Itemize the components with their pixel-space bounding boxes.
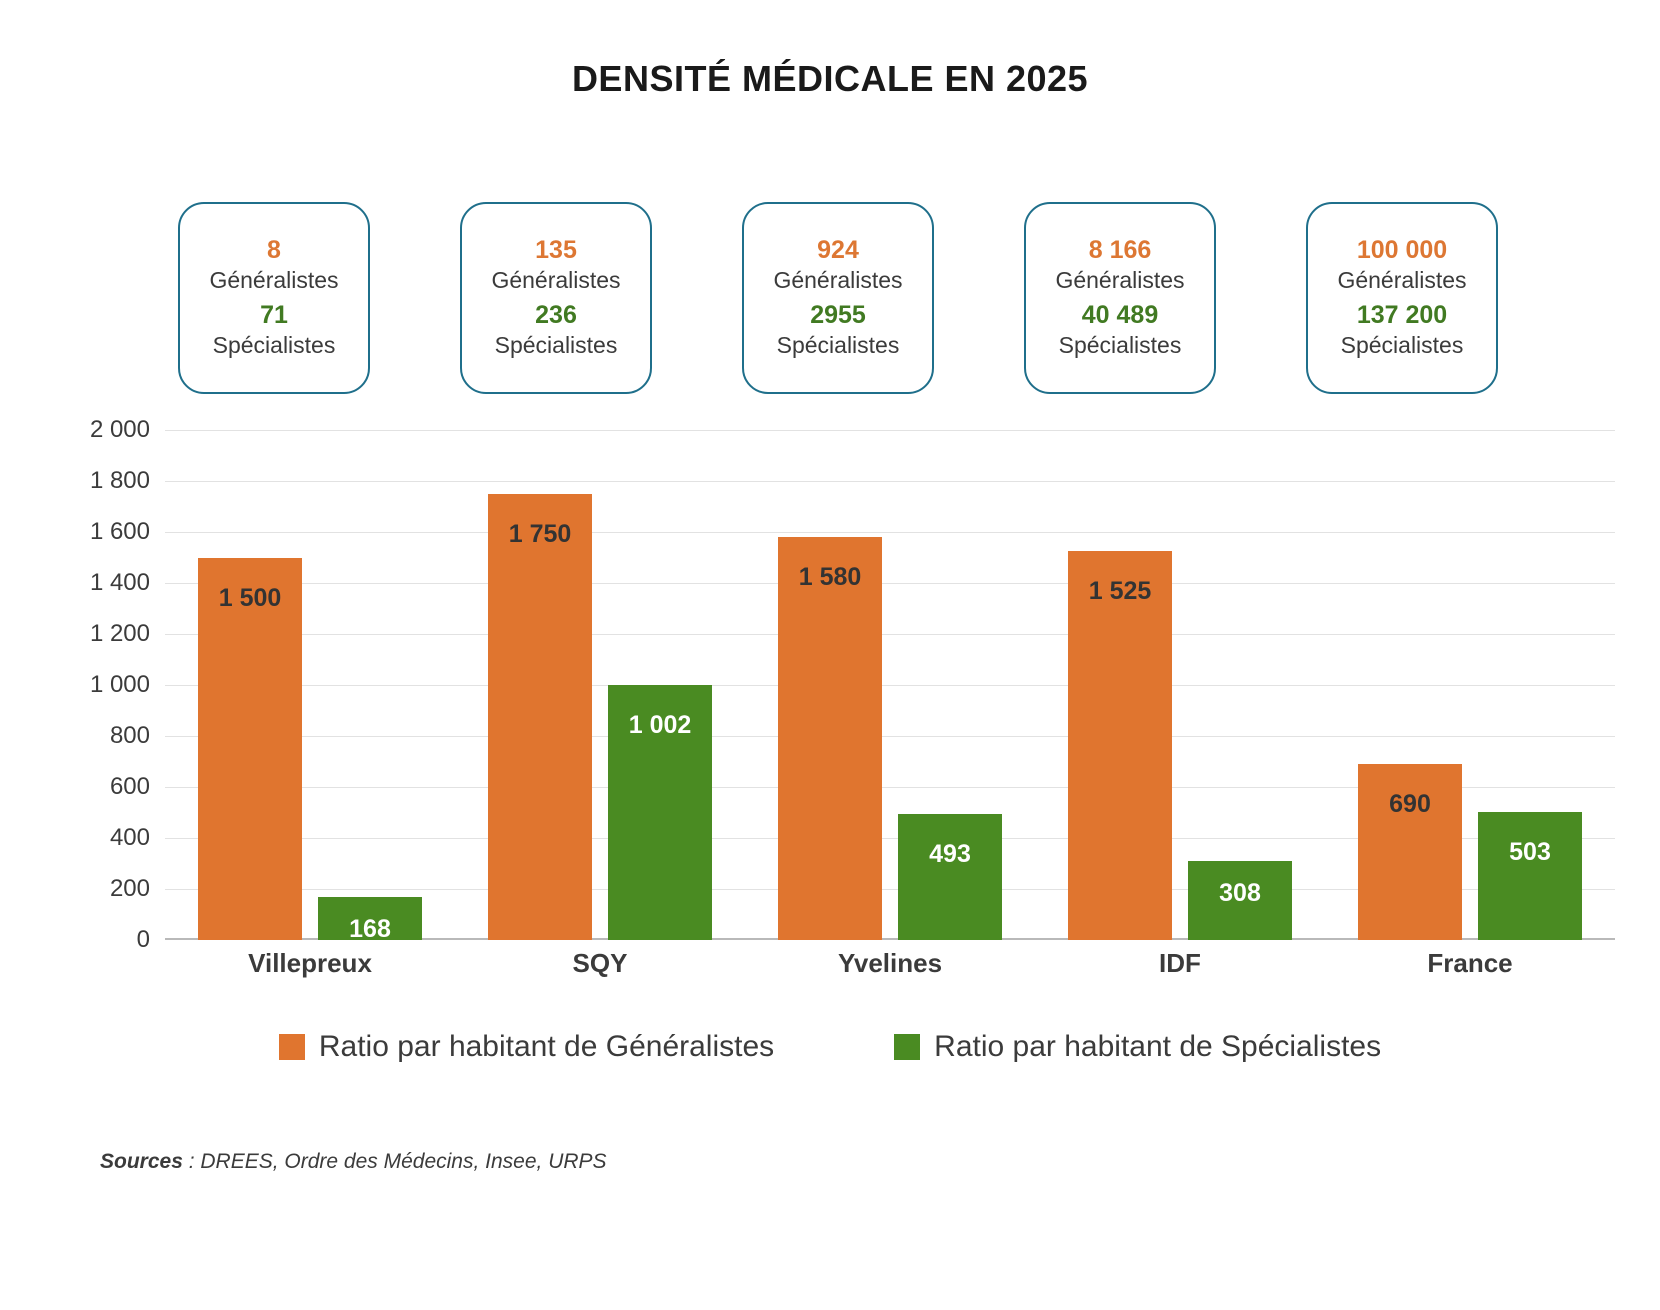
legend-swatch-generalistes	[279, 1034, 305, 1060]
card-generalistes-label: Généralistes	[1055, 267, 1185, 294]
y-axis-tick: 200	[109, 875, 150, 902]
card-generalistes-value: 924	[817, 235, 859, 264]
sources-label: Sources	[100, 1150, 183, 1173]
bar-specialistes[interactable]	[1188, 861, 1292, 940]
legend-label-generalistes: Ratio par habitant de Généralistes	[318, 1030, 775, 1063]
summary-card-yvelines	[742, 202, 934, 394]
bar-specialistes[interactable]	[898, 814, 1002, 940]
bar-value-label: 1 525	[1088, 577, 1152, 606]
summary-cards-row	[178, 202, 1498, 402]
card-generalistes-label: Généralistes	[209, 267, 339, 294]
x-axis-label: SQY	[572, 948, 628, 978]
card-specialistes-value: 2955	[810, 301, 866, 329]
card-specialistes-value: 40 489	[1081, 301, 1159, 329]
summary-card-villepreux	[178, 202, 370, 394]
x-axis-label: Villepreux	[248, 948, 372, 978]
bar-value-label: 1 500	[218, 583, 282, 612]
card-generalistes-value: 135	[535, 235, 577, 264]
card-generalistes-value: 8	[267, 235, 281, 264]
y-axis-tick: 1 200	[89, 620, 150, 647]
bar-groups	[165, 430, 1615, 944]
bar-group	[1035, 430, 1325, 940]
card-specialistes-value: 71	[260, 301, 288, 329]
card-generalistes-value: 8 166	[1088, 235, 1152, 264]
bar-generalistes[interactable]	[778, 537, 882, 940]
chart-legend	[0, 1030, 1660, 1064]
bar-value-label: 493	[929, 840, 971, 869]
x-axis-label: France	[1427, 948, 1513, 978]
summary-card-sqy	[460, 202, 652, 394]
legend-item-generalistes[interactable]	[279, 1030, 774, 1064]
card-specialistes-value: 137 200	[1356, 301, 1448, 329]
y-axis-tick: 400	[109, 824, 150, 851]
bar-specialistes[interactable]	[318, 897, 422, 944]
y-axis-tick: 800	[109, 722, 150, 749]
bar-specialistes[interactable]	[1478, 812, 1582, 940]
bar-chart	[40, 416, 1620, 990]
bar-value-label: 690	[1389, 790, 1431, 819]
bar-value-label: 1 750	[508, 519, 572, 548]
bar-value-label: 308	[1219, 879, 1261, 908]
x-axis-label: IDF	[1159, 948, 1201, 978]
card-specialistes-value: 236	[535, 301, 577, 329]
y-axis-tick: 2 000	[89, 416, 150, 443]
y-axis-tick: 1 000	[89, 671, 150, 698]
bar-value-label: 168	[349, 915, 391, 944]
card-specialistes-label: Spécialistes	[776, 332, 900, 359]
bar-value-label: 1 002	[628, 710, 692, 739]
x-axis-labels	[165, 948, 1615, 979]
card-specialistes-label: Spécialistes	[1340, 332, 1464, 359]
bar-value-label: 1 580	[798, 563, 862, 592]
card-generalistes-label: Généralistes	[1337, 267, 1467, 294]
x-axis-label: Yvelines	[837, 948, 943, 978]
bar-group	[165, 430, 455, 944]
summary-card-france	[1306, 202, 1498, 394]
sources-text: : DREES, Ordre des Médecins, Insee, URPS	[182, 1150, 607, 1173]
y-axis-tick: 1 400	[89, 569, 150, 596]
card-specialistes-label: Spécialistes	[1058, 332, 1182, 359]
legend-item-specialistes[interactable]	[894, 1030, 1381, 1064]
y-axis-tick: 600	[109, 773, 150, 800]
page-title: DENSITÉ MÉDICALE EN 2025	[571, 58, 1089, 99]
bar-generalistes[interactable]	[1358, 764, 1462, 940]
bar-generalistes[interactable]	[1068, 551, 1172, 940]
summary-card-idf	[1024, 202, 1216, 394]
card-generalistes-label: Généralistes	[491, 267, 621, 294]
y-axis-tick: 1 600	[89, 518, 150, 545]
card-generalistes-value: 100 000	[1356, 235, 1448, 264]
card-specialistes-label: Spécialistes	[494, 332, 618, 359]
bar-specialistes[interactable]	[608, 685, 712, 941]
bar-value-label: 503	[1509, 837, 1551, 866]
sources-note	[100, 1150, 607, 1174]
bar-generalistes[interactable]	[488, 494, 592, 940]
legend-swatch-specialistes	[894, 1034, 920, 1060]
bar-group	[455, 430, 745, 940]
y-axis-tick: 0	[136, 926, 150, 953]
card-generalistes-label: Généralistes	[773, 267, 903, 294]
legend-label-specialistes: Ratio par habitant de Spécialistes	[934, 1030, 1382, 1063]
y-axis	[40, 416, 150, 953]
bar-group	[745, 430, 1035, 940]
bar-generalistes[interactable]	[198, 558, 302, 941]
bar-group	[1325, 430, 1615, 940]
y-axis-tick: 1 800	[89, 467, 150, 494]
card-specialistes-label: Spécialistes	[212, 332, 336, 359]
